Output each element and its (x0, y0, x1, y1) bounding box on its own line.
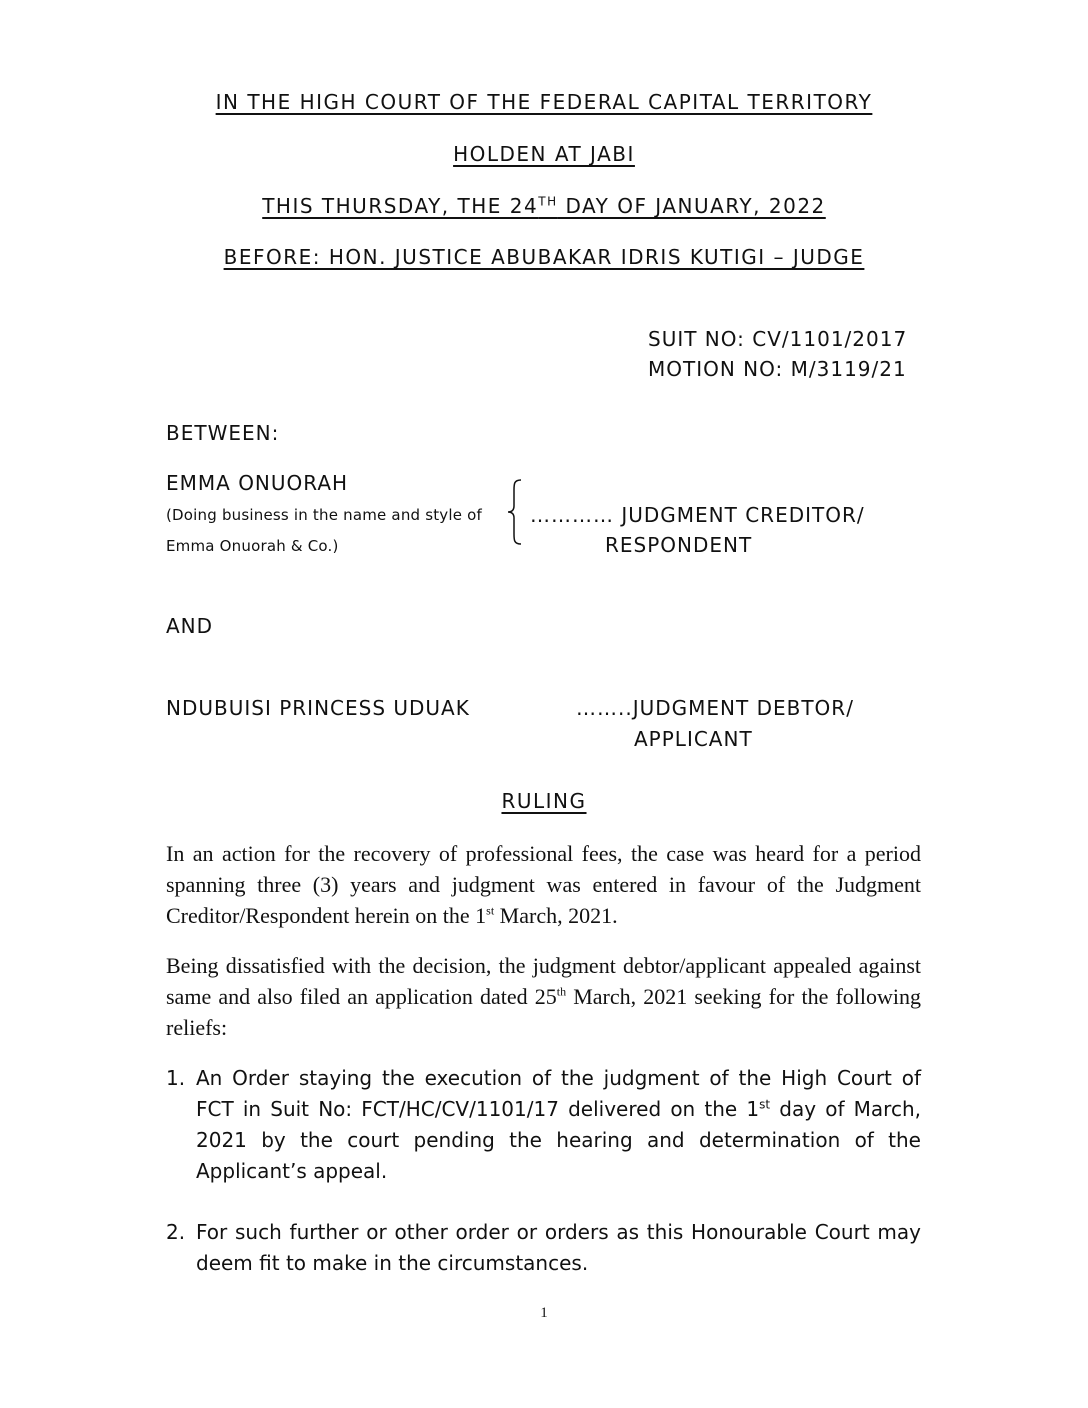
date-sup: TH (538, 194, 558, 209)
court-title: IN THE HIGH COURT OF THE FEDERAL CAPITAL TERRITORY (215, 90, 873, 114)
relief-1-text: An Order staying the execution of the judgment of the High Court of FCT in Suit No: FCT/HC/CV/1101/17 delivered on the 1st day of March, 2021 by the court pending the hearing and determination of the Applicant’s appeal. (196, 1066, 921, 1183)
debtor-role-line1: ……..JUDGMENT DEBTOR/ (576, 696, 854, 720)
creditor-role-line2: RESPONDENT (605, 533, 753, 557)
relief-2-text: For such further or other order or orders as this Honourable Court may deem fit to make in the circumstances. (196, 1220, 921, 1275)
holden-at: HOLDEN AT JABI (453, 142, 635, 166)
ruling-paragraph-1: In an action for the recovery of professional fees, the case was heard for a period spanning three (3) years and judgment was entered in favour of the Judgment Creditor/Respondent herein on the 1st March, 2021. (166, 841, 921, 928)
creditor-note-line2: Emma Onuorah & Co.) (166, 537, 339, 555)
judge-heading (0, 245, 1088, 269)
court-heading (0, 90, 1088, 114)
page-number: 1 (540, 1305, 548, 1321)
ruling-paragraph-2: Being dissatisfied with the decision, the judgment debtor/applicant appealed against same and also filed an application dated 25th March, 2021 seeking for the following reliefs: (166, 953, 922, 1040)
relief-1-number: 1. (166, 1066, 186, 1090)
motion-number: MOTION NO: M/3119/21 (648, 357, 907, 381)
date-post: DAY OF JANUARY, 2022 (557, 194, 826, 218)
ruling-heading (0, 789, 1088, 813)
between-label: BETWEEN: (166, 421, 280, 445)
suit-number: SUIT NO: CV/1101/2017 (648, 327, 908, 351)
date-pre: THIS THURSDAY, THE 24 (262, 194, 539, 218)
creditor-name: EMMA ONUORAH (166, 471, 349, 495)
creditor-role-line1: ………… JUDGMENT CREDITOR/ (530, 503, 865, 527)
debtor-role-line2: APPLICANT (634, 727, 753, 751)
date-heading (0, 194, 1088, 218)
creditor-note-line1: (Doing business in the name and style of (166, 506, 483, 524)
ruling-title: RULING (501, 789, 587, 813)
curly-brace-icon (506, 478, 524, 546)
holden-heading (0, 142, 1088, 166)
before-judge: BEFORE: HON. JUSTICE ABUBAKAR IDRIS KUTIGI – JUDGE (223, 245, 865, 269)
and-label: AND (166, 614, 214, 638)
debtor-name: NDUBUISI PRINCESS UDUAK (166, 696, 470, 720)
relief-2-number: 2. (166, 1220, 186, 1244)
